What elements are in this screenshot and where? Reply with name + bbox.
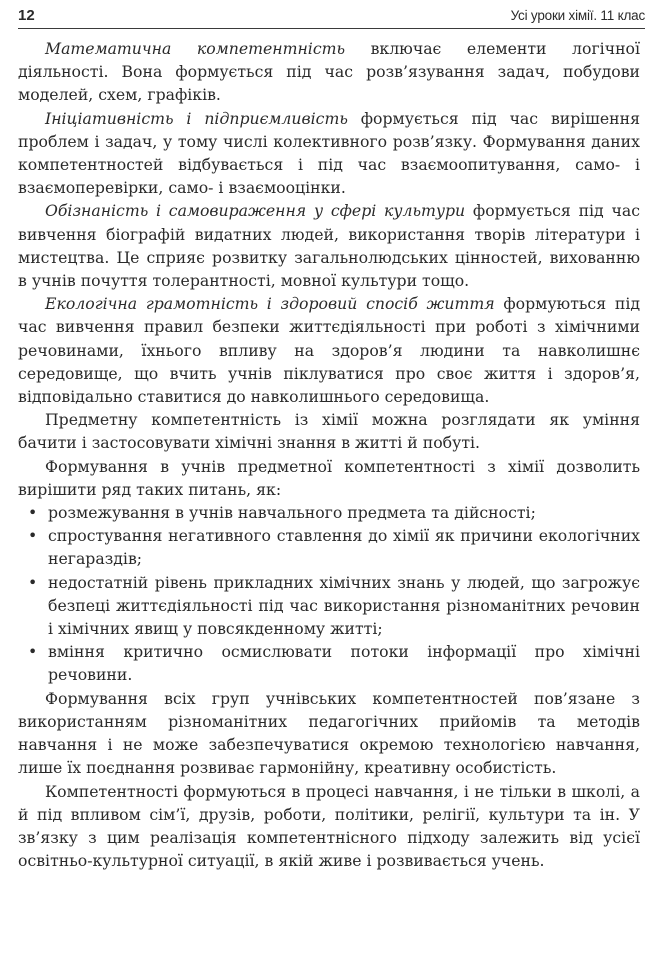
term-culture: Обізнаність і самовираження у сфері культури	[45, 201, 466, 221]
paragraph-initiative	[18, 107, 640, 200]
term-initiative: Ініціативність і підприємливість	[45, 108, 348, 128]
paragraph-text: Компетентності формуються в процесі навчання, і не тільки в школі, а й під впливом сім’ї, друзів, роботи, політики, релігії, культури та ін. У зв’язку з цим реалізація компетентнісного підходу залежить від усієї освітньо-культурної ситуації, в якій живе і розвивається учень.	[18, 781, 640, 871]
list-item-text: розмежування в учнів навчального предмета та дійсності;	[48, 503, 536, 523]
paragraph-list-intro	[18, 455, 640, 501]
list-item	[18, 501, 640, 524]
bullet-icon: •	[28, 526, 38, 546]
paragraph-text: Предметну компетентність із хімії можна розглядати як уміння бачити і застосовувати хімічні знання в житті й побуті.	[18, 410, 640, 453]
paragraph-culture	[18, 199, 640, 292]
list-item-text: недостатній рівень прикладних хімічних знань у людей, що загрожує безпеці життєдіяльності під час використання різноманітних речовин і хімічних явищ у повсякденному житті;	[48, 572, 640, 639]
paragraph-text: включає елементи логічної діяльності. Вона формується під час розв’язування задач, побудови моделей, схем, графіків.	[18, 39, 640, 105]
running-title: Усі уроки хімії. 11 клас	[510, 8, 645, 23]
bullet-icon: •	[28, 572, 38, 592]
paragraph-text: Формування в учнів предметної компетентності з хімії дозволить вирішити ряд таких питань, як:	[18, 456, 640, 499]
issues-list	[18, 501, 640, 687]
paragraph-text: Формування всіх груп учнівських компетентностей пов’язане з використанням різноманітних педагогічних прийомів та методів навчання і не може забезпечуватися окремою технологією навчання, лише їх поєднання розвиває гармонійну, креативну особистість.	[18, 688, 640, 778]
list-item-text: вміння критично осмислювати потоки інформації про хімічні речовини.	[48, 642, 640, 685]
paragraph-ecology	[18, 292, 640, 408]
paragraph-subject-competence	[18, 408, 640, 454]
paragraph-all-groups	[18, 687, 640, 780]
list-item-text: спростування негативного ставлення до хімії як причини екологічних негараздів;	[48, 526, 640, 569]
paragraph-math-competence	[18, 37, 640, 107]
page-number: 12	[18, 7, 35, 24]
bullet-icon: •	[28, 642, 38, 662]
term-math-competence: Математична компетентність	[45, 39, 346, 58]
paragraph-learning-process	[18, 780, 640, 873]
page-header	[18, 6, 645, 29]
page-body	[18, 37, 640, 872]
term-ecology: Екологічна грамотність і здоровий спосіб життя	[45, 294, 495, 314]
bullet-icon: •	[28, 503, 38, 523]
list-item	[18, 571, 640, 641]
paragraph-text: формуються під час вивчення правил безпеки життєдіяльності при роботі з хімічними речовинами, їхнього впливу на здоров’я людини та навколишнє середовище, що вчить учнів піклуватися про своє життя і здоров’я, відповідально ставитися до навколишнього середовища.	[18, 294, 640, 407]
list-item	[18, 524, 640, 570]
list-item	[18, 640, 640, 686]
paragraph-text: формується під час вивчення біографій видатних людей, використання творів літератури і мистецтва. Це сприяє розвитку загальнолюдських цінностей, вихованню в учнів почуття толерантності, мовної культури тощо.	[18, 201, 640, 291]
paragraph-text: формується під час вирішення проблем і задач, у тому числі колективного розв’язку. Формування даних компетентностей відбувається і під час взаємоопитування, само- і взаємоперевірки, само- і взаємооцінки.	[18, 108, 640, 198]
